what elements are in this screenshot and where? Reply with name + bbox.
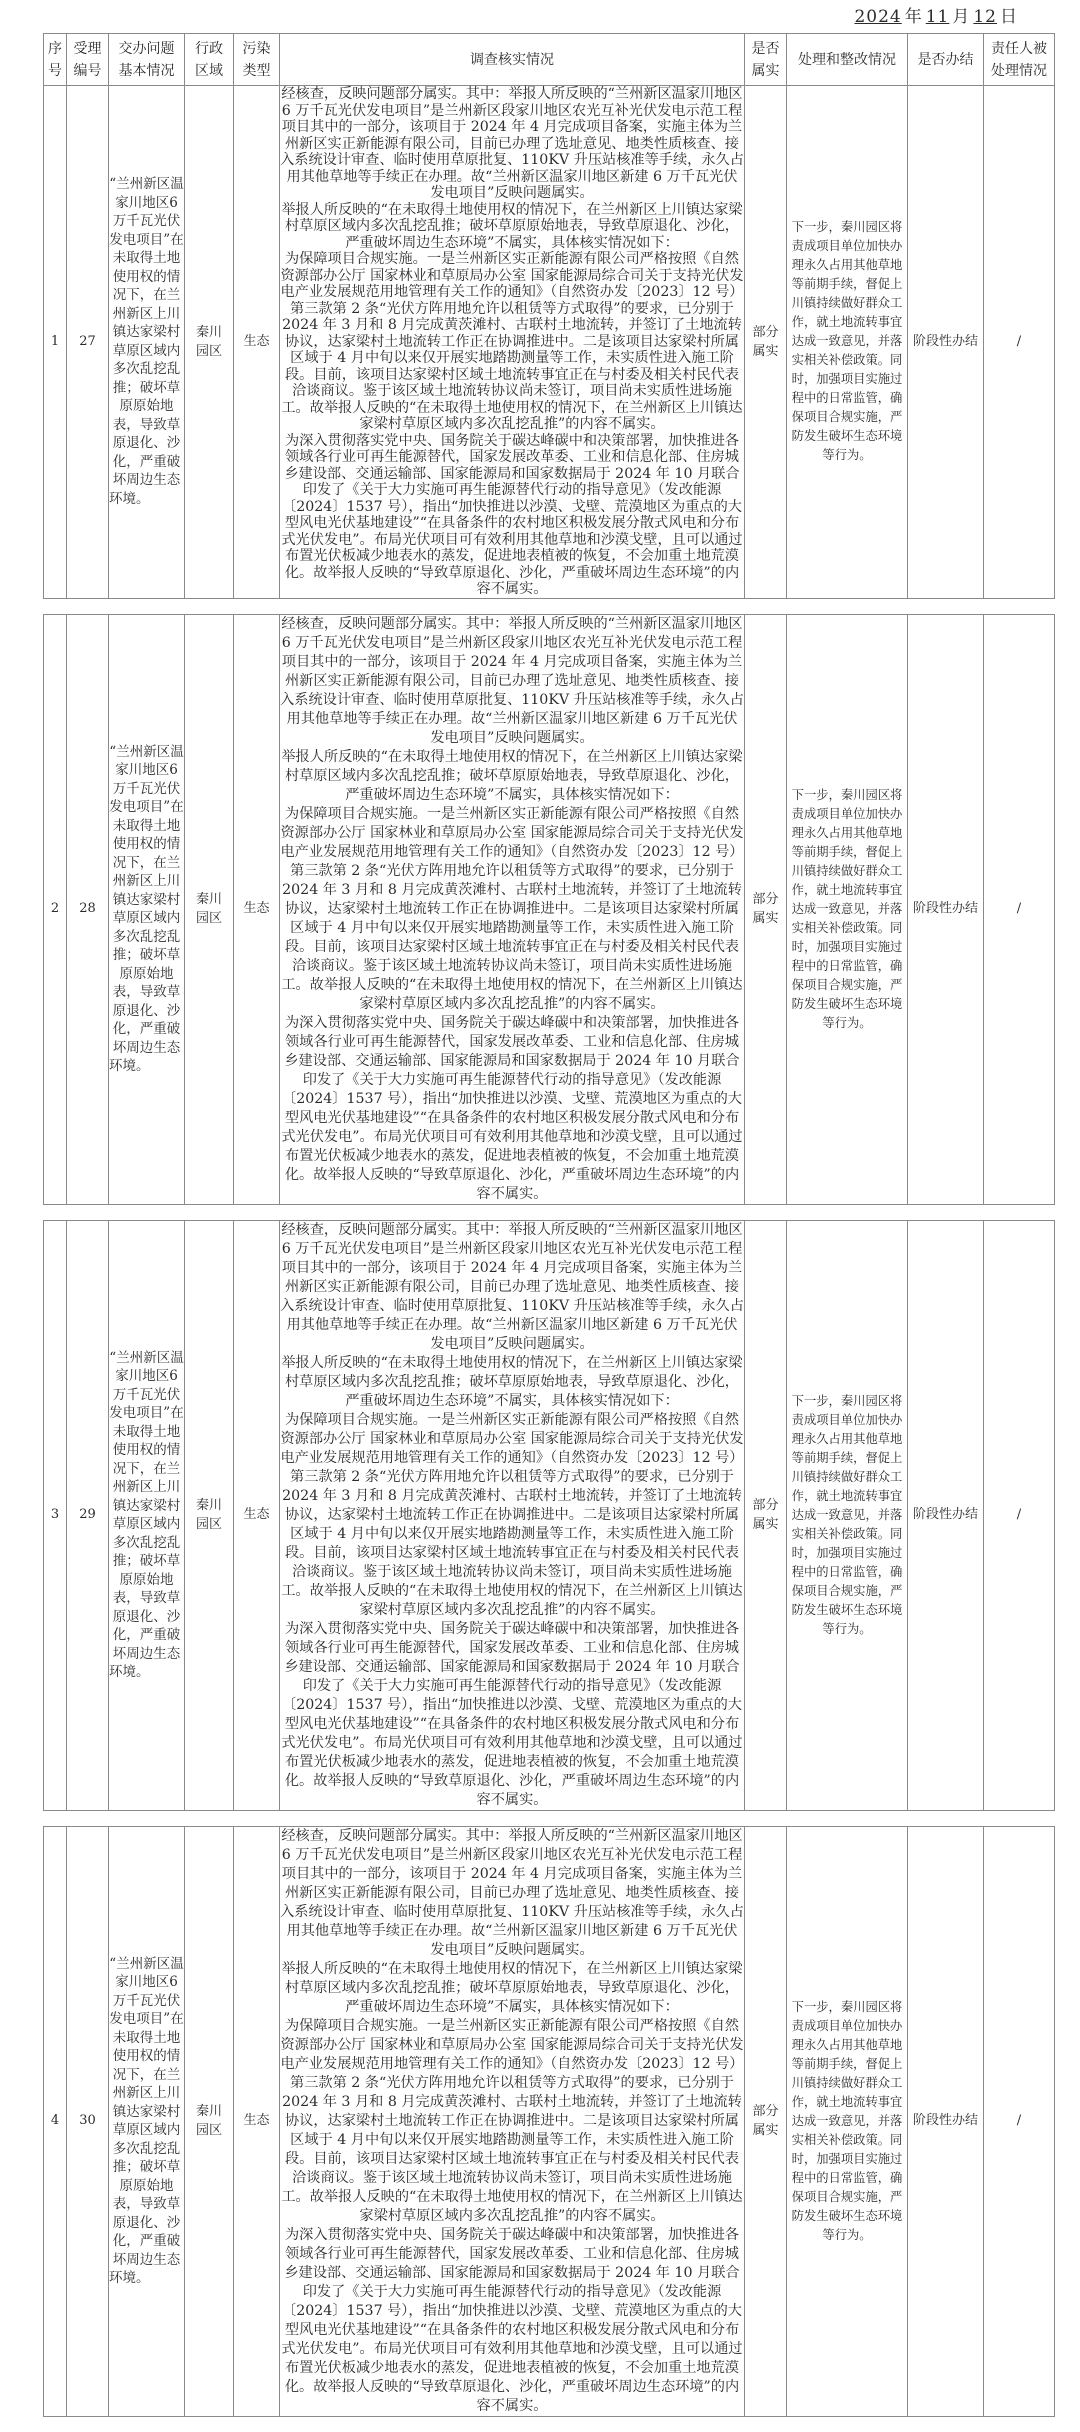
investigation-paragraph: 举报人所反映的“在未取得土地使用权的情况下，在兰州新区上川镇达家梁村草原区域内多次乱挖乱推；破坏草原原始地表，导致草原退化、沙化，严重破坏周边生态环境”不属实，具体核实情况如下： xyxy=(281,1354,743,1409)
header-pollution-line1: 污染 xyxy=(242,40,271,57)
row-verified xyxy=(745,614,787,1204)
table-block-2 xyxy=(43,614,1055,1205)
row-region-line2: 园区 xyxy=(195,1517,222,1532)
row-case-no: 27 xyxy=(67,86,109,599)
header-summary xyxy=(109,34,185,86)
investigation-paragraph: 经核查，反映问题部分属实。其中：举报人所反映的“兰州新区温家川地区 6 万千瓦光伏发电项目”是兰州新区段家川地区农光互补光伏发电示范工程项目其中的一部分，该项目于 2024 年 4 月完成项目备案，实施主体为兰州新区实正新能源有限公司，目前已办理了选址意见、地类性质核查、接入系统设计审查、临时使用草原批复、110KV 升压站核准等手续，永久占用其他草地等手续正在办理。故“兰州新区温家川地区新建 6 万千瓦光伏发电项目”反映问题属实。 xyxy=(280,1221,744,1352)
investigation-paragraph: 经核查，反映问题部分属实。其中：举报人所反映的“兰州新区温家川地区 6 万千瓦光伏发电项目”是兰州新区段家川地区农光互补光伏发电示范工程项目其中的一部分，该项目于 2024 年 4 月完成项目备案，实施主体为兰州新区实正新能源有限公司，目前已办理了选址意见、地类性质核查、接入系统设计审查、临时使用草原批复、110KV 升压站核准等手续，永久占用其他草地等手续正在办理。故“兰州新区温家川地区新建 6 万千瓦光伏发电项目”反映问题属实。 xyxy=(280,615,744,746)
row-handling: 下一步，秦川园区将责成项目单位加快办理永久占用其他草地等前期手续，督促上川镇持续做好群众工作，就土地流转事宜达成一致意见，并落实相关补偿政策。同时，加强项目实施过程中的日常监管，确保项目合规实施，严防发生破坏生态环境等行为。 xyxy=(787,86,908,599)
table-block-3 xyxy=(43,1220,1055,1811)
header-region-line1: 行政 xyxy=(195,40,223,57)
row-region xyxy=(185,1826,234,2416)
header-verified-line2: 属实 xyxy=(751,62,780,79)
row-investigation xyxy=(280,1220,745,1810)
header-pollution-line2: 类型 xyxy=(242,62,271,79)
header-region-line2: 区域 xyxy=(195,62,223,79)
header-handling: 处理和整改情况 xyxy=(787,34,908,86)
investigation-paragraph: 为深入贯彻落实党中央、国务院关于碳达峰碳中和决策部署，加快推进各领域各行业可再生能源替代，国家发展改革委、工业和信息化部、住房城乡建设部、交通运输部、国家能源局和国家数据局于 2024 年 10 月联合印发了《关于大力实施可再生能源替代行动的指导意见》（发改能源〔2024〕1537 号），指出“加快推进以沙漠、戈壁、荒漠地区为重点的大型风电光伏基地建设”“在具备条件的农村地区积极发展分散式风电和分布式光伏发电”。布局光伏项目可有效利用其他草地和沙漠戈壁，且可以通过布置光伏板减少地表水的蒸发，促进地表植被的恢复，不会加重土地荒漠化。故举报人反映的“导致草原退化、沙化，严重破坏周边生态环境”的内容不属实。 xyxy=(281,1014,743,1202)
row-region-line1: 秦川 xyxy=(195,892,222,907)
row-seq: 3 xyxy=(44,1220,67,1810)
row-case-no: 29 xyxy=(67,1220,109,1810)
header-verified xyxy=(745,34,787,86)
row-region-line2: 园区 xyxy=(195,911,222,926)
row-region-line1: 秦川 xyxy=(195,2104,222,2119)
row-verified-line1: 部分 xyxy=(752,2104,779,2119)
row-summary: “兰州新区温家川地区6万千瓦光伏发电项目”在未取得土地使用权的情况下，在兰州新区上川镇达家梁村草原区域内多次乱挖乱推；破坏草原原始地表，导致草原退化、沙化，严重破坏周边生态环境。 xyxy=(109,1220,185,1810)
header-case-no-line2: 编号 xyxy=(73,62,102,79)
row-verified-line1: 部分 xyxy=(752,1498,779,1513)
row-region xyxy=(185,1220,234,1810)
row-verified-line2: 属实 xyxy=(752,911,779,926)
investigation-paragraph: 为深入贯彻落实党中央、国务院关于碳达峰碳中和决策部署，加快推进各领域各行业可再生能源替代，国家发展改革委、工业和信息化部、住房城乡建设部、交通运输部、国家能源局和国家数据局于 2024 年 10 月联合印发了《关于大力实施可再生能源替代行动的指导意见》（发改能源〔2024〕1537 号），指出“加快推进以沙漠、戈壁、荒漠地区为重点的大型风电光伏基地建设”“在具备条件的农村地区积极发展分散式风电和分布式光伏发电”。布局光伏项目可有效利用其他草地和沙漠戈壁，且可以通过布置光伏板减少地表水的蒸发，促进地表植被的恢复，不会加重土地荒漠化。故举报人反映的“导致草原退化、沙化，严重破坏周边生态环境”的内容不属实。 xyxy=(281,1620,743,1808)
date-year: 2024 xyxy=(854,7,902,27)
header-seq-line2: 号 xyxy=(48,62,62,79)
date-month: 11 xyxy=(925,7,950,27)
table-row xyxy=(44,614,1055,1204)
investigation-paragraph: 经核查，反映问题部分属实。其中：举报人所反映的“兰州新区温家川地区 6 万千瓦光伏发电项目”是兰州新区段家川地区农光互补光伏发电示范工程项目其中的一部分，该项目于 2024 年 4 月完成项目备案，实施主体为兰州新区实正新能源有限公司，目前已办理了选址意见、地类性质核查、接入系统设计审查、临时使用草原批复、110KV 升压站核准等手续，永久占用其他草地等手续正在办理。故“兰州新区温家川地区新建 6 万千瓦光伏发电项目”反映问题属实。 xyxy=(280,86,744,201)
row-handling: 下一步，秦川园区将责成项目单位加快办理永久占用其他草地等前期手续，督促上川镇持续做好群众工作，就土地流转事宜达成一致意见，并落实相关补偿政策。同时，加强项目实施过程中的日常监管，确保项目合规实施，严防发生破坏生态环境等行为。 xyxy=(787,614,908,1204)
table-row xyxy=(44,1826,1055,2416)
table-row xyxy=(44,86,1055,599)
row-investigation xyxy=(280,86,745,599)
row-case-no: 30 xyxy=(67,1826,109,2416)
row-pollution-type: 生态 xyxy=(234,1220,280,1810)
row-handling: 下一步，秦川园区将责成项目单位加快办理永久占用其他草地等前期手续，督促上川镇持续做好群众工作，就土地流转事宜达成一致意见，并落实相关补偿政策。同时，加强项目实施过程中的日常监管，确保项目合规实施，严防发生破坏生态环境等行为。 xyxy=(787,1220,908,1810)
row-seq: 2 xyxy=(44,614,67,1204)
header-accountability xyxy=(984,34,1055,86)
row-region-line2: 园区 xyxy=(195,2123,222,2138)
row-seq: 4 xyxy=(44,1826,67,2416)
row-verified xyxy=(745,86,787,599)
header-investigation: 调查核实情况 xyxy=(280,34,745,86)
table-block-4 xyxy=(43,1826,1055,2417)
row-region-line1: 秦川 xyxy=(195,1498,222,1513)
header-summary-line1: 交办问题 xyxy=(118,40,175,57)
investigation-paragraph: 经核查，反映问题部分属实。其中：举报人所反映的“兰州新区温家川地区 6 万千瓦光伏发电项目”是兰州新区段家川地区农光互补光伏发电示范工程项目其中的一部分，该项目于 2024 年 4 月完成项目备案，实施主体为兰州新区实正新能源有限公司，目前已办理了选址意见、地类性质核查、接入系统设计审查、临时使用草原批复、110KV 升压站核准等手续，永久占用其他草地等手续正在办理。故“兰州新区温家川地区新建 6 万千瓦光伏发电项目”反映问题属实。 xyxy=(280,1827,744,1958)
row-accountability: / xyxy=(984,86,1055,599)
header-case-no-line1: 受理 xyxy=(73,40,102,57)
row-verified xyxy=(745,1220,787,1810)
header-seq-line1: 序 xyxy=(48,40,62,57)
row-verified-line2: 属实 xyxy=(752,1517,779,1532)
row-region xyxy=(185,86,234,599)
row-region-line1: 秦川 xyxy=(195,324,222,340)
row-pollution-type: 生态 xyxy=(234,1826,280,2416)
header-verified-line1: 是否 xyxy=(751,40,780,57)
row-closed-status: 阶段性办结 xyxy=(908,1826,984,2416)
header-accountability-line1: 责任人被 xyxy=(991,40,1047,57)
table-row xyxy=(44,1220,1055,1810)
header-pollution xyxy=(234,34,280,86)
row-pollution-type: 生态 xyxy=(234,614,280,1204)
investigation-paragraph: 举报人所反映的“在未取得土地使用权的情况下，在兰州新区上川镇达家梁村草原区域内多次乱挖乱推；破坏草原原始地表，导致草原退化、沙化，严重破坏周边生态环境”不属实，具体核实情况如下： xyxy=(281,1960,743,2015)
row-region-line2: 园区 xyxy=(195,343,222,359)
row-summary: “兰州新区温家川地区6万千瓦光伏发电项目”在未取得土地使用权的情况下，在兰州新区上川镇达家梁村草原区域内多次乱挖乱推；破坏草原原始地表，导致草原退化、沙化，严重破坏周边生态环境。 xyxy=(109,1826,185,2416)
row-region xyxy=(185,614,234,1204)
investigation-paragraph: 为深入贯彻落实党中央、国务院关于碳达峰碳中和决策部署，加快推进各领域各行业可再生能源替代，国家发展改革委、工业和信息化部、住房城乡建设部、交通运输部、国家能源局和国家数据局于 2024 年 10 月联合印发了《关于大力实施可再生能源替代行动的指导意见》（发改能源〔2024〕1537 号），指出“加快推进以沙漠、戈壁、荒漠地区为重点的大型风电光伏基地建设”“在具备条件的农村地区积极发展分散式风电和分布式光伏发电”。布局光伏项目可有效利用其他草地和沙漠戈壁，且可以通过布置光伏板减少地表水的蒸发，促进地表植被的恢复，不会加重土地荒漠化。故举报人反映的“导致草原退化、沙化，严重破坏周边生态环境”的内容不属实。 xyxy=(281,2226,743,2414)
row-summary: “兰州新区温家川地区6万千瓦光伏发电项目”在未取得土地使用权的情况下，在兰州新区上川镇达家梁村草原区域内多次乱挖乱推；破坏草原原始地表，导致草原退化、沙化，严重破坏周边生态环境。 xyxy=(109,86,185,599)
row-accountability: / xyxy=(984,1826,1055,2416)
row-handling: 下一步，秦川园区将责成项目单位加快办理永久占用其他草地等前期手续，督促上川镇持续做好群众工作，就土地流转事宜达成一致意见，并落实相关补偿政策。同时，加强项目实施过程中的日常监管，确保项目合规实施，严防发生破坏生态环境等行为。 xyxy=(787,1826,908,2416)
investigation-paragraph: 为保障项目合规实施。一是兰州新区实正新能源有限公司严格按照《自然资源部办公厅 国家林业和草原局办公室 国家能源局综合司关于支持光伏发电产业发展规范用地管理有关工作的通知》（自然资办发〔2023〕12 号）第三款第 2 条“光伏方阵用地允许以租赁等方式取得”的要求，已分别于 2024 年 3 月和 8 月完成黄茨滩村、古联村土地流转，并签订了土地流转协议，达家梁村土地流转工作正在协调推进中。二是该项目达家梁村所属区域于 4 月中旬以来仅开展实地踏勘测量等工作，未实质性进入施工阶段。目前，该项目达家梁村区域土地流转事宜正在与村委及相关村民代表洽谈商议。鉴于该区域土地流转协议尚未签订，项目尚未实质性进场施工。故举报人反映的“在未取得土地使用权的情况下，在兰州新区上川镇达家梁村草原区域内多次乱挖乱推”的内容不属实。 xyxy=(280,805,744,1012)
investigation-paragraph: 为深入贯彻落实党中央、国务院关于碳达峰碳中和决策部署，加快推进各领域各行业可再生能源替代，国家发展改革委、工业和信息化部、住房城乡建设部、交通运输部、国家能源局和国家数据局于 2024 年 10 月联合印发了《关于大力实施可再生能源替代行动的指导意见》（发改能源〔2024〕1537 号），指出“加快推进以沙漠、戈壁、荒漠地区为重点的大型风电光伏基地建设”“在具备条件的农村地区积极发展分散式风电和分布式光伏发电”。布局光伏项目可有效利用其他草地和沙漠戈壁，且可以通过布置光伏板减少地表水的蒸发，促进地表植被的恢复，不会加重土地荒漠化。故举报人反映的“导致草原退化、沙化，严重破坏周边生态环境”的内容不属实。 xyxy=(281,432,743,597)
table-header xyxy=(44,34,1055,86)
row-closed-status: 阶段性办结 xyxy=(908,614,984,1204)
row-verified-line2: 属实 xyxy=(752,2123,779,2138)
investigation-paragraph: 为保障项目合规实施。一是兰州新区实正新能源有限公司严格按照《自然资源部办公厅 国家林业和草原局办公室 国家能源局综合司关于支持光伏发电产业发展规范用地管理有关工作的通知》（自然资办发〔2023〕12 号）第三款第 2 条“光伏方阵用地允许以租赁等方式取得”的要求，已分别于 2024 年 3 月和 8 月完成黄茨滩村、古联村土地流转，并签订了土地流转协议，达家梁村土地流转工作正在协调推进中。二是该项目达家梁村所属区域于 4 月中旬以来仅开展实地踏勘测量等工作，未实质性进入施工阶段。目前，该项目达家梁村区域土地流转事宜正在与村委及相关村民代表洽谈商议。鉴于该区域土地流转协议尚未签订，项目尚未实质性进场施工。故举报人反映的“在未取得土地使用权的情况下，在兰州新区上川镇达家梁村草原区域内多次乱挖乱推”的内容不属实。 xyxy=(280,251,744,432)
date-month-unit: 月 xyxy=(952,7,971,27)
row-investigation xyxy=(280,1826,745,2416)
header-accountability-line2: 处理情况 xyxy=(991,62,1047,79)
row-accountability: / xyxy=(984,614,1055,1204)
header-case-no xyxy=(67,34,109,86)
date-day: 12 xyxy=(973,7,997,27)
header-region xyxy=(185,34,234,86)
investigation-paragraph: 为保障项目合规实施。一是兰州新区实正新能源有限公司严格按照《自然资源部办公厅 国家林业和草原局办公室 国家能源局综合司关于支持光伏发电产业发展规范用地管理有关工作的通知》（自然资办发〔2023〕12 号）第三款第 2 条“光伏方阵用地允许以租赁等方式取得”的要求，已分别于 2024 年 3 月和 8 月完成黄茨滩村、古联村土地流转，并签订了土地流转协议，达家梁村土地流转工作正在协调推进中。二是该项目达家梁村所属区域于 4 月中旬以来仅开展实地踏勘测量等工作，未实质性进入施工阶段。目前，该项目达家梁村区域土地流转事宜正在与村委及相关村民代表洽谈商议。鉴于该区域土地流转协议尚未签订，项目尚未实质性进场施工。故举报人反映的“在未取得土地使用权的情况下，在兰州新区上川镇达家梁村草原区域内多次乱挖乱推”的内容不属实。 xyxy=(280,2017,744,2224)
header-summary-line2: 基本情况 xyxy=(118,62,175,79)
row-closed-status: 阶段性办结 xyxy=(908,86,984,599)
investigation-paragraph: 举报人所反映的“在未取得土地使用权的情况下，在兰州新区上川镇达家梁村草原区域内多次乱挖乱推；破坏草原原始地表，导致草原退化、沙化，严重破坏周边生态环境”不属实，具体核实情况如下： xyxy=(281,201,743,251)
investigation-paragraph: 举报人所反映的“在未取得土地使用权的情况下，在兰州新区上川镇达家梁村草原区域内多次乱挖乱推；破坏草原原始地表，导致草原退化、沙化，严重破坏周边生态环境”不属实，具体核实情况如下： xyxy=(281,748,743,803)
investigation-paragraph: 为保障项目合规实施。一是兰州新区实正新能源有限公司严格按照《自然资源部办公厅 国家林业和草原局办公室 国家能源局综合司关于支持光伏发电产业发展规范用地管理有关工作的通知》（自然资办发〔2023〕12 号）第三款第 2 条“光伏方阵用地允许以租赁等方式取得”的要求，已分别于 2024 年 3 月和 8 月完成黄茨滩村、古联村土地流转，并签订了土地流转协议，达家梁村土地流转工作正在协调推进中。二是该项目达家梁村所属区域于 4 月中旬以来仅开展实地踏勘测量等工作，未实质性进入施工阶段。目前，该项目达家梁村区域土地流转事宜正在与村委及相关村民代表洽谈商议。鉴于该区域土地流转协议尚未签订，项目尚未实质性进场施工。故举报人反映的“在未取得土地使用权的情况下，在兰州新区上川镇达家梁村草原区域内多次乱挖乱推”的内容不属实。 xyxy=(280,1411,744,1618)
row-seq: 1 xyxy=(44,86,67,599)
row-case-no: 28 xyxy=(67,614,109,1204)
row-verified-line1: 部分 xyxy=(752,324,779,340)
row-verified-line2: 属实 xyxy=(752,343,779,359)
date-year-unit: 年 xyxy=(904,7,923,27)
row-verified-line1: 部分 xyxy=(752,892,779,907)
row-verified xyxy=(745,1826,787,2416)
row-closed-status: 阶段性办结 xyxy=(908,1220,984,1810)
header-seq xyxy=(44,34,67,86)
table-block-1 xyxy=(43,33,1055,599)
header-closed: 是否办结 xyxy=(908,34,984,86)
date-day-unit: 日 xyxy=(1000,7,1018,27)
row-investigation xyxy=(280,614,745,1204)
row-accountability: / xyxy=(984,1220,1055,1810)
row-pollution-type: 生态 xyxy=(234,86,280,599)
row-summary: “兰州新区温家川地区6万千瓦光伏发电项目”在未取得土地使用权的情况下，在兰州新区上川镇达家梁村草原区域内多次乱挖乱推；破坏草原原始地表，导致草原退化、沙化，严重破坏周边生态环境。 xyxy=(109,614,185,1204)
